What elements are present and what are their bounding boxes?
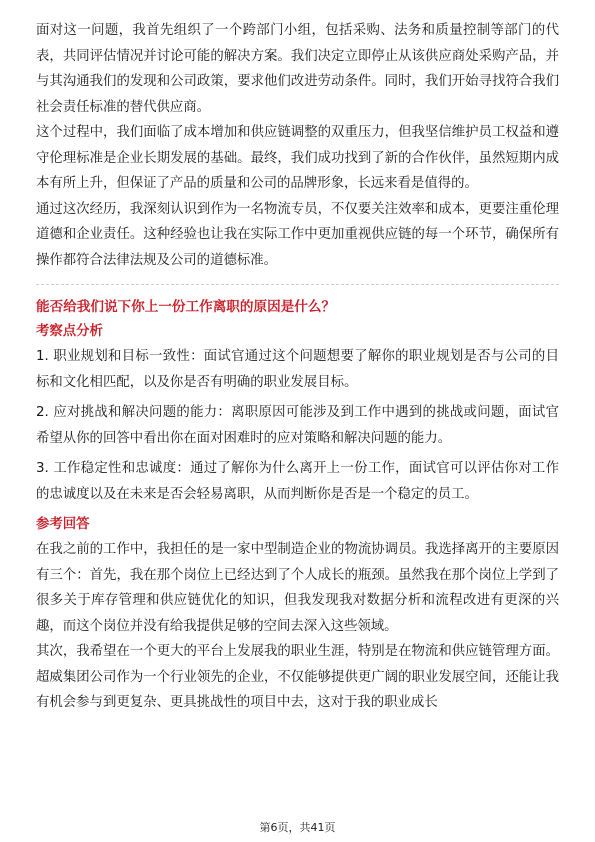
section-divider <box>36 284 559 285</box>
analysis-label: 考察点分析 <box>36 324 103 339</box>
intro-paragraph-1: 面对这一问题，我首先组织了一个跨部门小组，包括采购、法务和质量控制等部门的代表，共同评估情况并讨论可能的解决方案。我们决定立即停止从该供应商处采购产品，并与其沟通我们的发现和公司政策，要求他们改进劳动条件。同时，我们开始寻找符合我们社会责任标准的替代供应商。 <box>36 23 559 115</box>
document-body <box>36 18 559 716</box>
page-footer: 第6页，共41页 <box>259 821 336 834</box>
intro-paragraph-3: 通过这次经历，我深刻认识到作为一名物流专员，不仅要关注效率和成本，更要注重伦理道德和企业责任。这种经验也让我在实际工作中更加重视供应链的每一个环节，确保所有操作都符合法律法规及公司的道德标准。 <box>36 201 559 268</box>
analysis-item-1: 1. 职业规划和目标一致性：面试官通过这个问题想要了解你的职业规划是否与公司的目标和文化相匹配，以及你是否有明确的职业发展目标。 <box>36 349 559 390</box>
question-heading: 能否给我们说下你上一份工作离职的原因是什么？ <box>36 299 336 315</box>
answer-label: 参考回答 <box>36 517 90 532</box>
answer-paragraph-2: 其次，我希望在一个更大的平台上发展我的职业生涯，特别是在物流和供应链管理方面。超威集团公司作为一个行业领先的企业，不仅能够提供更广阔的职业发展空间，还能让我有机会参与到更复杂、更具挑战性的项目中去，这对于我的职业成长 <box>36 644 559 710</box>
intro-paragraph-2: 这个过程中，我们面临了成本增加和供应链调整的双重压力，但我坚信维护员工权益和遵守伦理标准是企业长期发展的基础。最终，我们成功找到了新的合作伙伴，虽然短期内成本有所上升，但保证了产品的质量和公司的品牌形象，长远来看是值得的。 <box>36 125 559 191</box>
analysis-item-3: 3. 工作稳定性和忠诚度：通过了解你为什么离开上一份工作，面试官可以评估你对工作的忠诚度以及在未来是否会轻易离职，从而判断你是否是一个稳定的员工。 <box>36 461 559 502</box>
answer-paragraph-1: 在我之前的工作中，我担任的是一家中型制造企业的物流协调员。我选择离开的主要原因有三个：首先，我在那个岗位上已经达到了个人成长的瓶颈。虽然我在那个岗位上学到了很多关于库存管理和供应链优化的知识，但我发现我对数据分析和流程改进有更深的兴趣，而这个岗位并没有给我提供足够的空间去深入这些领域。 <box>36 542 559 634</box>
analysis-item-2: 2. 应对挑战和解决问题的能力：离职原因可能涉及到工作中遇到的挑战或问题，面试官希望从你的回答中看出你在面对困难时的应对策略和解决问题的能力。 <box>36 405 559 446</box>
